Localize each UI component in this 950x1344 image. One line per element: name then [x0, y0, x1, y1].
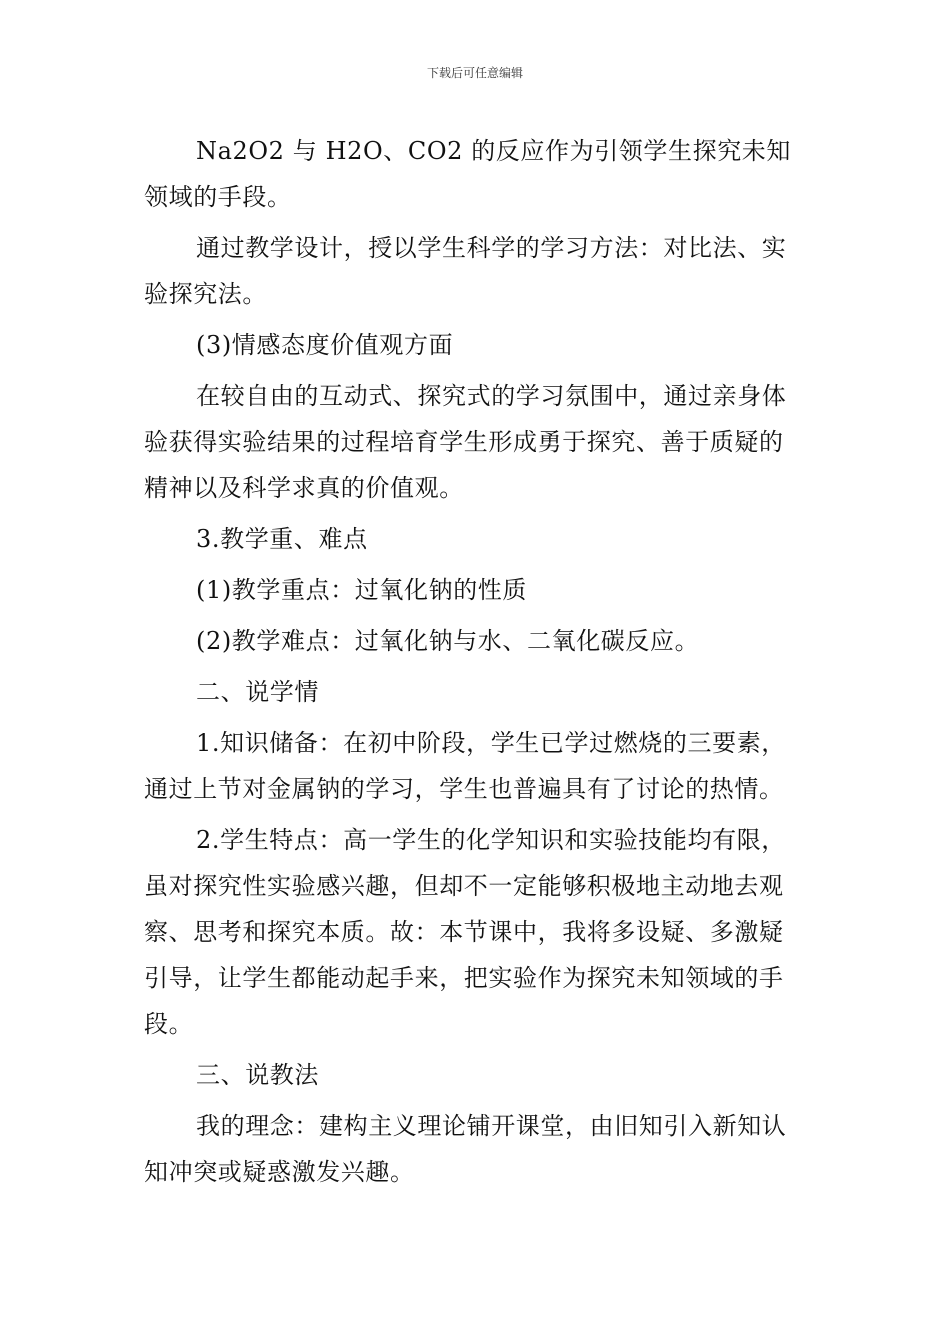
header-note: 下载后可任意编辑	[426, 66, 523, 80]
heading-key-difficult-points: 3.教学重、难点	[196, 525, 368, 553]
document-body	[144, 128, 808, 1200]
paragraph-reaction-means: Na2O2 与 H2O、CO2 的反应作为引领学生探究未知领域的手段。	[144, 137, 791, 211]
paragraph-knowledge-reserve: 1.知识储备：在初中阶段，学生已学过燃烧的三要素，通过上节对金属钠的学习，学生也普遍具有了讨论的热情。	[144, 729, 786, 803]
paragraph-learning-atmosphere: 在较自由的互动式、探究式的学习氛围中，通过亲身体验获得实验结果的过程培育学生形成勇于探究、善于质疑的精神以及科学求真的价值观。	[144, 382, 787, 502]
heading-emotion-values: (3)情感态度价值观方面	[196, 331, 454, 359]
paragraph-learning-methods: 通过教学设计，授以学生科学的学习方法：对比法、实验探究法。	[144, 234, 787, 308]
paragraph-teaching-philosophy: 我的理念：建构主义理论铺开课堂，由旧知引入新知认知冲突或疑惑激发兴趣。	[144, 1112, 787, 1186]
paragraph-key-point: (1)教学重点：过氧化钠的性质	[196, 576, 527, 604]
heading-teaching-method: 三、说教法	[196, 1061, 319, 1089]
paragraph-student-traits: 2.学生特点：高一学生的化学知识和实验技能均有限，虽对探究性实验感兴趣，但却不一定能够积极地主动地去观察、思考和探究本质。故：本节课中，我将多设疑、多激疑引导，让学生都能动起手来，把实验作为探究未知领域的手段。	[144, 826, 786, 1038]
heading-student-analysis: 二、说学情	[196, 678, 319, 706]
paragraph-difficult-point: (2)教学难点：过氧化钠与水、二氧化碳反应。	[196, 627, 700, 655]
